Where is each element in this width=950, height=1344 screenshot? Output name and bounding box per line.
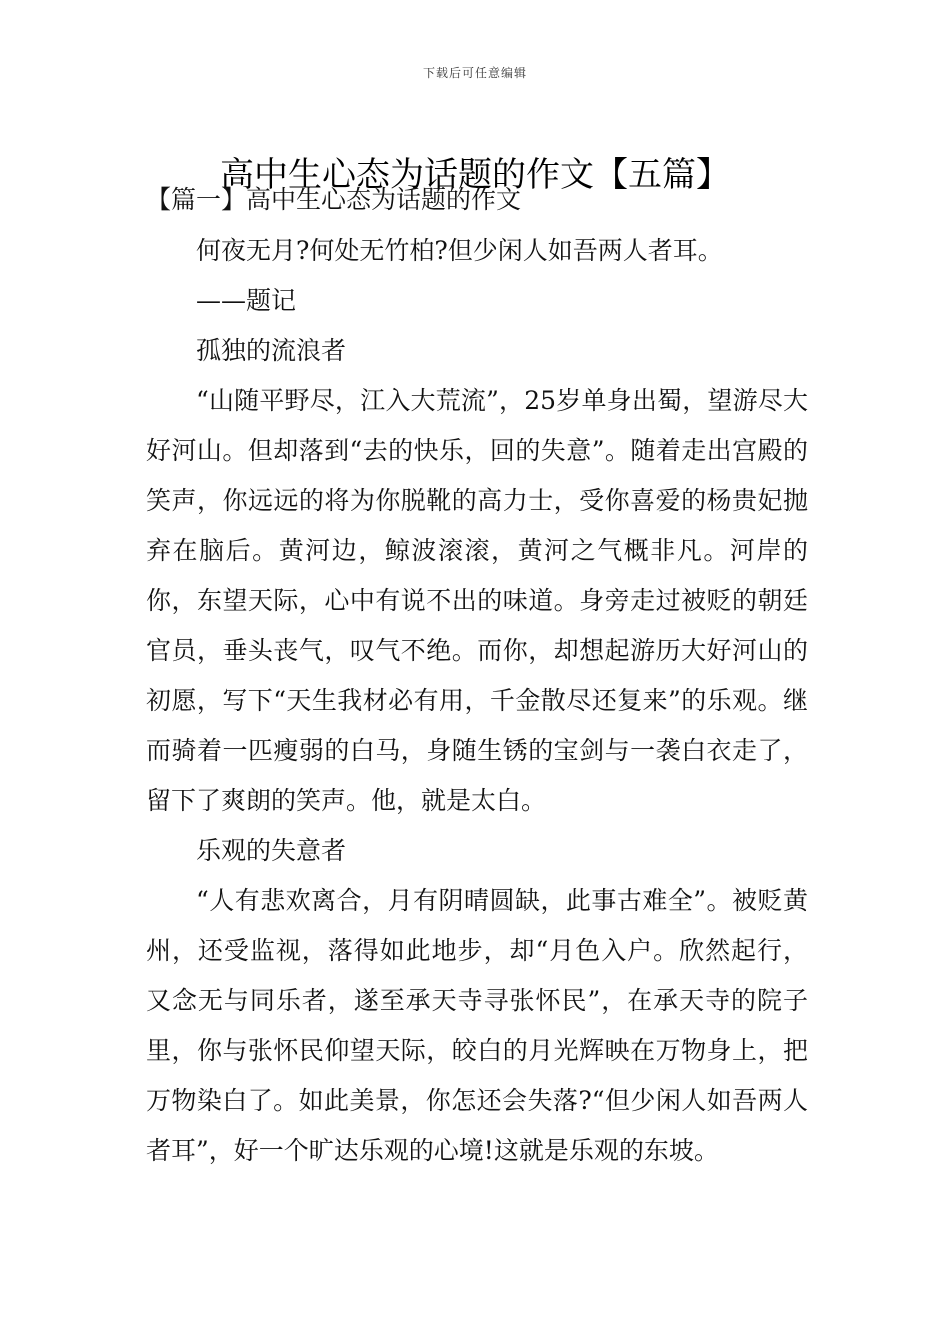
page-header-note: 下载后可任意编辑	[422, 66, 527, 80]
section-heading: 【篇一】高中生心态为话题的作文	[146, 185, 522, 214]
document-title: 高中生心态为话题的作文【五篇】	[220, 154, 730, 195]
body-paragraph: “山随平野尽，江入大荒流”，25岁单身出蜀，望游尽大好河山。但却落到“去的快乐，回的失意”。随着走出宫殿的笑声，你远远的将为你脱靴的高力士，受你喜爱的杨贵妃抛弃在脑后。黄河边，鲸波滚滚，黄河之气概非凡。河岸的你，东望天际，心中有说不出的味道。身旁走过被贬的朝廷官员，垂头丧气，叹气不绝。而你，却想起游历大好河山的初愿，写下“天生我材必有用，千金散尽还复来”的乐观。继而骑着一匹瘦弱的白马，身随生锈的宝剑与一袭白衣走了，留下了爽朗的笑声。他，就是太白。	[146, 386, 808, 815]
subheading-optimistic-disappointed: 乐观的失意者	[196, 836, 347, 865]
body-paragraph: “人有悲欢离合，月有阴晴圆缺，此事古难全”。被贬黄州，还受监视，落得如此地步，却“月色入户。欣然起行，又念无与同乐者，遂至承天寺寻张怀民”，在承天寺的院子里，你与张怀民仰望天际，皎白的月光辉映在万物身上，把万物染白了。如此美景，你怎还会失落?“但少闲人如吾两人者耳”，好一个旷达乐观的心境!这就是乐观的东坡。	[146, 886, 808, 1165]
epigraph-paragraph: 何夜无月?何处无竹柏?但少闲人如吾两人者耳。	[196, 236, 723, 265]
epigraph-attribution: ——题记	[196, 286, 297, 315]
document-body	[146, 226, 808, 1176]
subheading-lonely-wanderer: 孤独的流浪者	[196, 336, 347, 365]
